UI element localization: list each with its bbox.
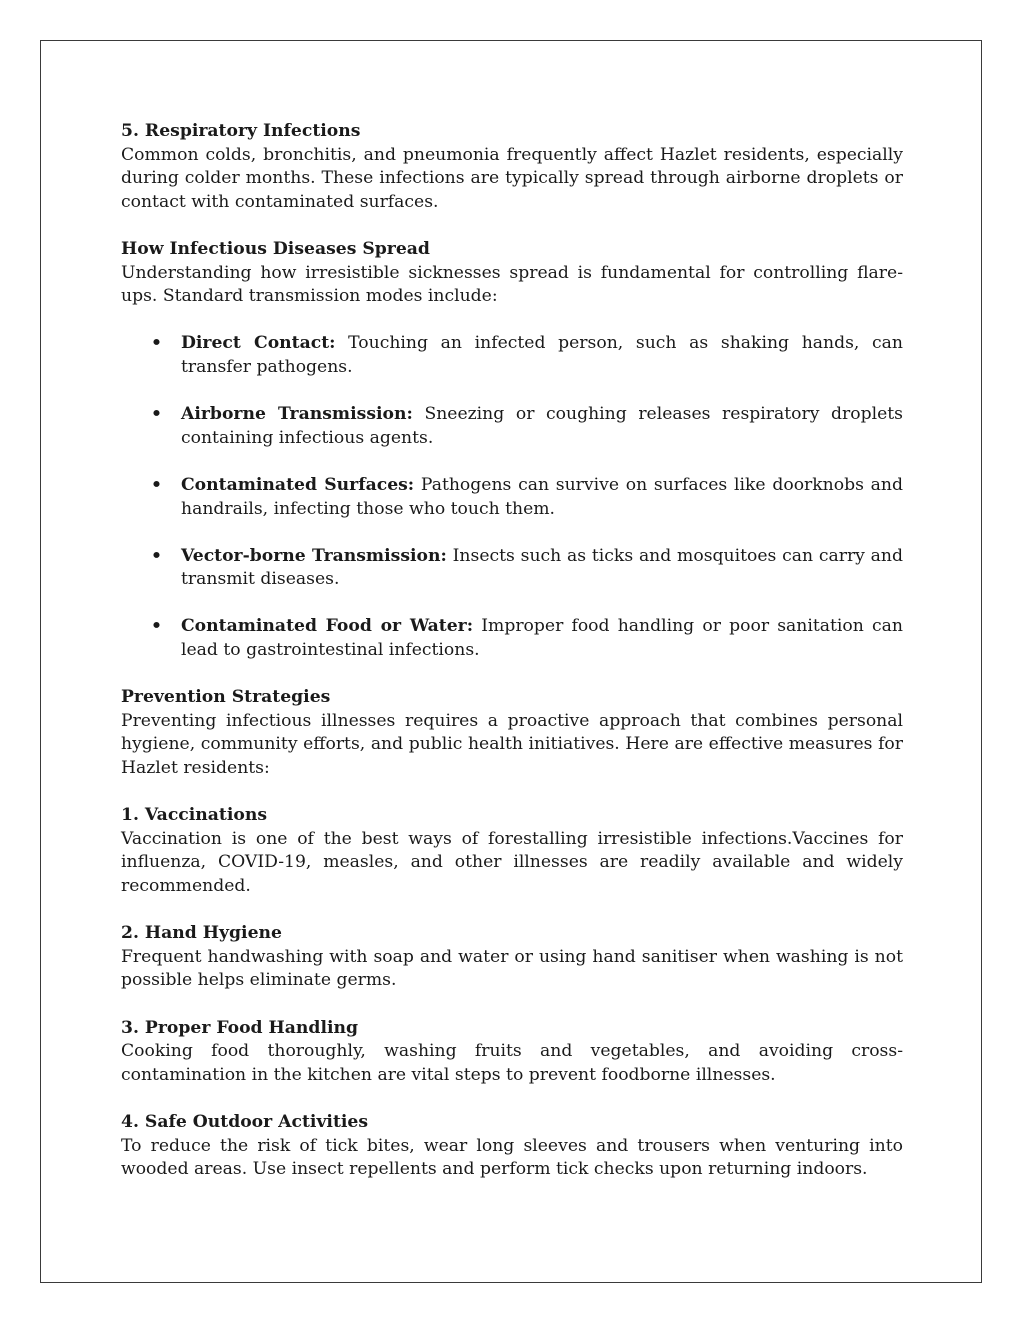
list-item-text: Sneezing or coughing releases respiratory droplets containing infectious agents.	[181, 404, 903, 448]
section-paragraph: Cooking food thoroughly, washing fruits and vegetables, and avoiding cross-contamination in the kitchen are vital steps to prevent foodborne illnesses.	[121, 1041, 903, 1085]
section-heading: 2. Hand Hygiene	[121, 923, 282, 944]
list-item-term: Contaminated Food or Water:	[181, 616, 474, 637]
section-heading: 1. Vaccinations	[121, 805, 268, 826]
list-item	[121, 403, 903, 450]
list-item-text: Insects such as ticks and mosquitoes can carry and transmit diseases.	[181, 545, 903, 590]
section-heading: 4. Safe Outdoor Activities	[121, 1111, 369, 1132]
section-prevention-strategies	[121, 686, 903, 780]
list-item-term: Airborne Transmission:	[181, 404, 413, 425]
section-respiratory-infections	[121, 120, 903, 214]
bullet-icon: •	[151, 616, 162, 637]
section-food-handling	[121, 1017, 903, 1088]
section-hand-hygiene	[121, 922, 903, 993]
section-paragraph: Common colds, bronchitis, and pneumonia frequently affect Hazlet residents, especially during colder months. These infections are typically spread through airborne droplets or contact with contaminated surfaces.	[121, 144, 903, 212]
bullet-icon: •	[151, 404, 162, 425]
section-heading: 5. Respiratory Infections	[121, 121, 361, 141]
list-item-term: Vector-borne Transmission:	[181, 545, 447, 566]
section-heading: 3. Proper Food Handling	[121, 1017, 359, 1038]
section-heading: Prevention Strategies	[121, 687, 331, 708]
section-paragraph: Preventing infectious illnesses requires a proactive approach that combines personal hygiene, community efforts, and public health initiatives. Here are effective measures for Hazlet residents:	[121, 710, 903, 779]
transmission-modes-list	[121, 332, 903, 662]
section-paragraph: Understanding how irresistible sicknesses spread is fundamental for controlling flare-ups. Standard transmission modes include:	[121, 262, 903, 307]
section-heading: How Infectious Diseases Spread	[121, 238, 430, 259]
section-paragraph: Frequent handwashing with soap and water or using hand sanitiser when washing is not possible helps eliminate germs.	[121, 946, 903, 991]
list-item	[121, 615, 903, 662]
list-item-text: Improper food handling or poor sanitation can lead to gastrointestinal infections.	[181, 616, 903, 661]
section-how-diseases-spread	[121, 238, 903, 309]
document-body	[121, 120, 903, 1205]
section-paragraph: Vaccination is one of the best ways of forestalling irresistible infections.Vaccines for influenza, COVID-19, measles, and other illnesses are readily available and widely recommended.	[121, 828, 903, 896]
list-item-text: Touching an infected person, such as shaking hands, can transfer pathogens.	[181, 333, 903, 377]
list-item	[121, 474, 903, 521]
list-item-term: Contaminated Surfaces:	[181, 474, 415, 495]
bullet-icon: •	[151, 333, 162, 354]
list-item	[121, 545, 903, 592]
list-item-term: Direct Contact:	[181, 333, 336, 354]
section-vaccinations	[121, 804, 903, 898]
section-outdoor-activities	[121, 1111, 903, 1182]
bullet-icon: •	[151, 545, 162, 566]
bullet-icon: •	[151, 474, 162, 495]
list-item	[121, 332, 903, 379]
list-item-text: Pathogens can survive on surfaces like doorknobs and handrails, infecting those who touch them.	[181, 474, 903, 519]
section-paragraph: To reduce the risk of tick bites, wear long sleeves and trousers when venturing into wooded areas. Use insect repellents and perform tick checks upon returning indoors.	[121, 1135, 903, 1180]
